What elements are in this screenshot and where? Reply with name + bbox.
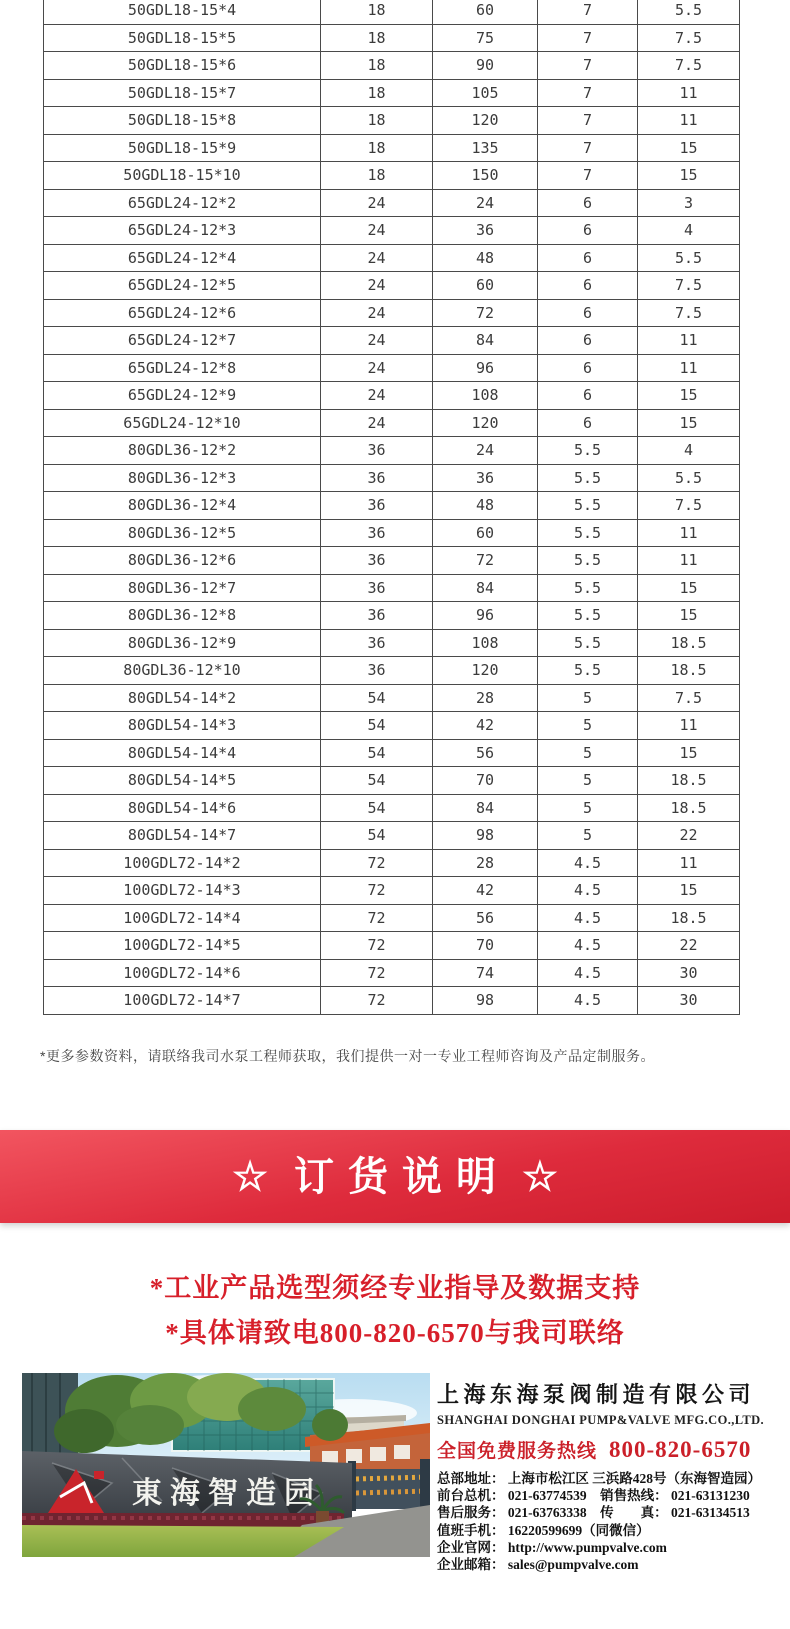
- table-row: [44, 547, 740, 575]
- table-cell: 5.5: [538, 657, 638, 685]
- table-cell: 6: [538, 409, 638, 437]
- table-cell: 11: [638, 354, 740, 382]
- table-row: [44, 134, 740, 162]
- table-cell: 54: [321, 822, 433, 850]
- table-cell: 5: [538, 712, 638, 740]
- table-cell: 100GDL72-14*6: [44, 959, 321, 987]
- table-cell: 70: [433, 767, 538, 795]
- table-row: [44, 657, 740, 685]
- table-cell: 18.5: [638, 794, 740, 822]
- table-cell: 18.5: [638, 629, 740, 657]
- service-hotline: [437, 1436, 787, 1463]
- table-cell: 24: [321, 244, 433, 272]
- table-cell: 65GDL24-12*3: [44, 217, 321, 245]
- table-cell: 11: [638, 519, 740, 547]
- contact-line: 总部地址： 上海市松江区 三浜路428号（东海智造园）: [437, 1471, 761, 1486]
- table-cell: 4.5: [538, 987, 638, 1015]
- table-cell: 42: [433, 877, 538, 905]
- table-cell: 4: [638, 217, 740, 245]
- table-row: [44, 52, 740, 80]
- order-banner: [0, 1130, 790, 1223]
- table-cell: 18.5: [638, 904, 740, 932]
- table-cell: 7.5: [638, 52, 740, 80]
- table-cell: 72: [433, 547, 538, 575]
- table-cell: 36: [321, 657, 433, 685]
- table-cell: 65GDL24-12*4: [44, 244, 321, 272]
- table-cell: 72: [321, 849, 433, 877]
- table-cell: 42: [433, 712, 538, 740]
- table-cell: 6: [538, 299, 638, 327]
- table-cell: 100GDL72-14*5: [44, 932, 321, 960]
- table-row: [44, 904, 740, 932]
- contact-line: 售后服务： 021-63763338 传 真： 021-63134513: [437, 1505, 750, 1521]
- table-cell: 7.5: [638, 24, 740, 52]
- table-cell: 30: [638, 987, 740, 1015]
- table-cell: 65GDL24-12*2: [44, 189, 321, 217]
- table-cell: 18.5: [638, 767, 740, 795]
- table-cell: 5.5: [638, 244, 740, 272]
- table-cell: 28: [433, 684, 538, 712]
- company-info: [437, 1378, 787, 1573]
- table-cell: 24: [321, 189, 433, 217]
- table-cell: 7: [538, 107, 638, 135]
- table-cell: 54: [321, 767, 433, 795]
- table-cell: 5.5: [538, 602, 638, 630]
- table-cell: 5.5: [538, 547, 638, 575]
- table-cell: 36: [321, 492, 433, 520]
- table-cell: 11: [638, 547, 740, 575]
- table-cell: 4.5: [538, 877, 638, 905]
- table-cell: 72: [321, 959, 433, 987]
- table-cell: 7.5: [638, 684, 740, 712]
- table-cell: 15: [638, 162, 740, 190]
- table-cell: 50GDL18-15*5: [44, 24, 321, 52]
- table-cell: 60: [433, 0, 538, 24]
- table-cell: 80GDL54-14*5: [44, 767, 321, 795]
- table-cell: 70: [433, 932, 538, 960]
- table-cell: 7: [538, 0, 638, 24]
- table-cell: 54: [321, 739, 433, 767]
- table-cell: 5.5: [538, 464, 638, 492]
- table-cell: 65GDL24-12*8: [44, 354, 321, 382]
- banner-title: 订货说明: [294, 1154, 510, 1199]
- table-row: [44, 794, 740, 822]
- table-cell: 36: [321, 519, 433, 547]
- table-cell: 72: [321, 932, 433, 960]
- table-cell: 11: [638, 849, 740, 877]
- table-row: [44, 327, 740, 355]
- table-cell: 24: [433, 189, 538, 217]
- contact-line: 企业邮箱： sales@pumpvalve.com: [437, 1557, 639, 1573]
- table-row: [44, 217, 740, 245]
- table-cell: 5.5: [538, 574, 638, 602]
- table-footnote: *更多参数资料，请联络我司水泵工程师获取，我们提供一对一专业工程师咨询及产品定制服务。: [40, 1048, 655, 1064]
- table-cell: 74: [433, 959, 538, 987]
- table-cell: 4.5: [538, 849, 638, 877]
- table-cell: 7.5: [638, 272, 740, 300]
- table-cell: 72: [433, 299, 538, 327]
- table-cell: 5: [538, 767, 638, 795]
- table-cell: 100GDL72-14*2: [44, 849, 321, 877]
- table-cell: 5: [538, 684, 638, 712]
- table-cell: 54: [321, 712, 433, 740]
- table-cell: 15: [638, 134, 740, 162]
- table-cell: 24: [321, 327, 433, 355]
- table-cell: 6: [538, 217, 638, 245]
- table-cell: 98: [433, 987, 538, 1015]
- table-cell: 36: [433, 217, 538, 245]
- table-cell: 15: [638, 574, 740, 602]
- table-cell: 80GDL36-12*9: [44, 629, 321, 657]
- table-row: [44, 574, 740, 602]
- table-row: [44, 162, 740, 190]
- table-cell: 65GDL24-12*10: [44, 409, 321, 437]
- table-cell: 36: [321, 464, 433, 492]
- spec-table: [43, 0, 740, 1015]
- table-row: [44, 382, 740, 410]
- table-cell: 80GDL54-14*2: [44, 684, 321, 712]
- table-cell: 96: [433, 354, 538, 382]
- table-cell: 36: [321, 602, 433, 630]
- table-row: [44, 849, 740, 877]
- table-cell: 48: [433, 492, 538, 520]
- table-row: [44, 519, 740, 547]
- table-cell: 60: [433, 519, 538, 547]
- table-cell: 50GDL18-15*6: [44, 52, 321, 80]
- table-cell: 50GDL18-15*7: [44, 79, 321, 107]
- table-cell: 5: [538, 822, 638, 850]
- table-cell: 18: [321, 134, 433, 162]
- table-cell: 5.5: [538, 519, 638, 547]
- table-cell: 96: [433, 602, 538, 630]
- table-cell: 54: [321, 684, 433, 712]
- table-cell: 15: [638, 602, 740, 630]
- table-cell: 18.5: [638, 657, 740, 685]
- table-cell: 18: [321, 0, 433, 24]
- table-cell: 135: [433, 134, 538, 162]
- table-cell: 100GDL72-14*3: [44, 877, 321, 905]
- table-row: [44, 0, 740, 24]
- table-cell: 28: [433, 849, 538, 877]
- table-cell: 80GDL36-12*3: [44, 464, 321, 492]
- table-cell: 5.5: [538, 492, 638, 520]
- table-cell: 15: [638, 382, 740, 410]
- table-cell: 105: [433, 79, 538, 107]
- table-row: [44, 272, 740, 300]
- table-cell: 24: [321, 382, 433, 410]
- table-row: [44, 959, 740, 987]
- table-cell: 90: [433, 52, 538, 80]
- table-cell: 80GDL36-12*4: [44, 492, 321, 520]
- table-cell: 6: [538, 327, 638, 355]
- table-cell: 108: [433, 629, 538, 657]
- table-cell: 100GDL72-14*4: [44, 904, 321, 932]
- table-cell: 36: [321, 547, 433, 575]
- star-icon: ☆: [522, 1154, 558, 1199]
- table-cell: 84: [433, 794, 538, 822]
- table-cell: 5.5: [538, 629, 638, 657]
- table-cell: 84: [433, 574, 538, 602]
- table-cell: 6: [538, 272, 638, 300]
- table-cell: 48: [433, 244, 538, 272]
- table-cell: 11: [638, 327, 740, 355]
- table-cell: 24: [321, 299, 433, 327]
- table-cell: 24: [321, 217, 433, 245]
- star-icon: ☆: [232, 1154, 268, 1199]
- company-name-cn: 上海东海泵阀制造有限公司: [437, 1382, 756, 1407]
- table-row: [44, 437, 740, 465]
- notice-line-1: *工业产品选型须经专业指导及数据支持: [149, 1273, 641, 1303]
- table-cell: 36: [321, 437, 433, 465]
- table-cell: 11: [638, 107, 740, 135]
- table-cell: 80GDL36-12*7: [44, 574, 321, 602]
- table-cell: 80GDL36-12*6: [44, 547, 321, 575]
- table-cell: 5: [538, 739, 638, 767]
- table-cell: 15: [638, 877, 740, 905]
- table-row: [44, 464, 740, 492]
- company-name-en: SHANGHAI DONGHAI PUMP&VALVE MFG.CO.,LTD.: [437, 1413, 765, 1427]
- contact-line: 前台总机： 021-63774539 销售热线： 021-63131230: [437, 1488, 750, 1504]
- table-cell: 65GDL24-12*9: [44, 382, 321, 410]
- table-cell: 22: [638, 822, 740, 850]
- table-cell: 6: [538, 382, 638, 410]
- table-cell: 98: [433, 822, 538, 850]
- table-cell: 80GDL36-12*2: [44, 437, 321, 465]
- table-cell: 15: [638, 739, 740, 767]
- table-cell: 72: [321, 877, 433, 905]
- contact-line: 值班手机： 16220599699（同微信）: [437, 1522, 650, 1538]
- table-cell: 120: [433, 107, 538, 135]
- table-cell: 18: [321, 162, 433, 190]
- contact-list: [437, 1470, 787, 1573]
- table-cell: 5.5: [638, 464, 740, 492]
- table-row: [44, 877, 740, 905]
- table-cell: 5.5: [538, 437, 638, 465]
- table-row: [44, 244, 740, 272]
- table-cell: 100GDL72-14*7: [44, 987, 321, 1015]
- table-cell: 4: [638, 437, 740, 465]
- table-row: [44, 299, 740, 327]
- table-row: [44, 79, 740, 107]
- table-cell: 18: [321, 24, 433, 52]
- table-cell: 15: [638, 409, 740, 437]
- table-row: [44, 932, 740, 960]
- hotline-number: 800-820-6570: [609, 1437, 752, 1462]
- table-cell: 50GDL18-15*8: [44, 107, 321, 135]
- table-cell: 65GDL24-12*6: [44, 299, 321, 327]
- table-cell: 36: [321, 574, 433, 602]
- table-row: [44, 189, 740, 217]
- table-cell: 120: [433, 657, 538, 685]
- table-cell: 6: [538, 189, 638, 217]
- table-cell: 30: [638, 959, 740, 987]
- table-row: [44, 24, 740, 52]
- table-cell: 80GDL54-14*3: [44, 712, 321, 740]
- table-row: [44, 987, 740, 1015]
- table-cell: 50GDL18-15*4: [44, 0, 321, 24]
- table-row: [44, 712, 740, 740]
- table-row: [44, 629, 740, 657]
- table-cell: 108: [433, 382, 538, 410]
- table-cell: 18: [321, 52, 433, 80]
- table-cell: 80GDL36-12*10: [44, 657, 321, 685]
- table-cell: 22: [638, 932, 740, 960]
- lawn: [22, 1525, 344, 1557]
- table-cell: 54: [321, 794, 433, 822]
- table-cell: 75: [433, 24, 538, 52]
- table-cell: 24: [321, 272, 433, 300]
- table-cell: 50GDL18-15*9: [44, 134, 321, 162]
- table-row: [44, 822, 740, 850]
- table-row: [44, 602, 740, 630]
- table-cell: 36: [321, 629, 433, 657]
- notice-line-2: *具体请致电800-820-6570与我司联络: [165, 1318, 625, 1348]
- table-cell: 6: [538, 244, 638, 272]
- contact-line: 企业官网： http://www.pumpvalve.com: [437, 1539, 667, 1555]
- table-cell: 80GDL36-12*8: [44, 602, 321, 630]
- table-cell: 65GDL24-12*5: [44, 272, 321, 300]
- table-row: [44, 684, 740, 712]
- table-cell: 7: [538, 24, 638, 52]
- table-row: [44, 409, 740, 437]
- table-row: [44, 767, 740, 795]
- table-cell: 80GDL54-14*6: [44, 794, 321, 822]
- spec-table-body: [44, 0, 740, 1014]
- table-row: [44, 107, 740, 135]
- gate-sign-text: 東海智造园: [132, 1477, 322, 1510]
- table-cell: 36: [433, 464, 538, 492]
- table-cell: 7.5: [638, 299, 740, 327]
- table-cell: 7: [538, 134, 638, 162]
- table-cell: 18: [321, 79, 433, 107]
- table-cell: 84: [433, 327, 538, 355]
- table-cell: 3: [638, 189, 740, 217]
- table-cell: 80GDL36-12*5: [44, 519, 321, 547]
- table-cell: 7: [538, 79, 638, 107]
- table-cell: 4.5: [538, 904, 638, 932]
- table-cell: 11: [638, 79, 740, 107]
- table-row: [44, 739, 740, 767]
- facility-photo-art: [22, 1373, 430, 1557]
- table-cell: 60: [433, 272, 538, 300]
- facility-photo: [22, 1373, 430, 1557]
- table-cell: 4.5: [538, 932, 638, 960]
- table-cell: 4.5: [538, 959, 638, 987]
- table-cell: 6: [538, 354, 638, 382]
- table-cell: 24: [433, 437, 538, 465]
- table-cell: 56: [433, 739, 538, 767]
- table-cell: 5: [538, 794, 638, 822]
- table-cell: 80GDL54-14*4: [44, 739, 321, 767]
- table-cell: 80GDL54-14*7: [44, 822, 321, 850]
- table-row: [44, 354, 740, 382]
- table-cell: 72: [321, 987, 433, 1015]
- table-cell: 50GDL18-15*10: [44, 162, 321, 190]
- table-cell: 65GDL24-12*7: [44, 327, 321, 355]
- table-cell: 11: [638, 712, 740, 740]
- table-cell: 7: [538, 52, 638, 80]
- table-cell: 24: [321, 409, 433, 437]
- table-cell: 7: [538, 162, 638, 190]
- table-row: [44, 492, 740, 520]
- table-cell: 120: [433, 409, 538, 437]
- table-cell: 150: [433, 162, 538, 190]
- hotline-label: 全国免费服务热线: [437, 1441, 598, 1462]
- table-cell: 18: [321, 107, 433, 135]
- table-cell: 7.5: [638, 492, 740, 520]
- table-cell: 72: [321, 904, 433, 932]
- table-cell: 5.5: [638, 0, 740, 24]
- table-cell: 24: [321, 354, 433, 382]
- table-cell: 56: [433, 904, 538, 932]
